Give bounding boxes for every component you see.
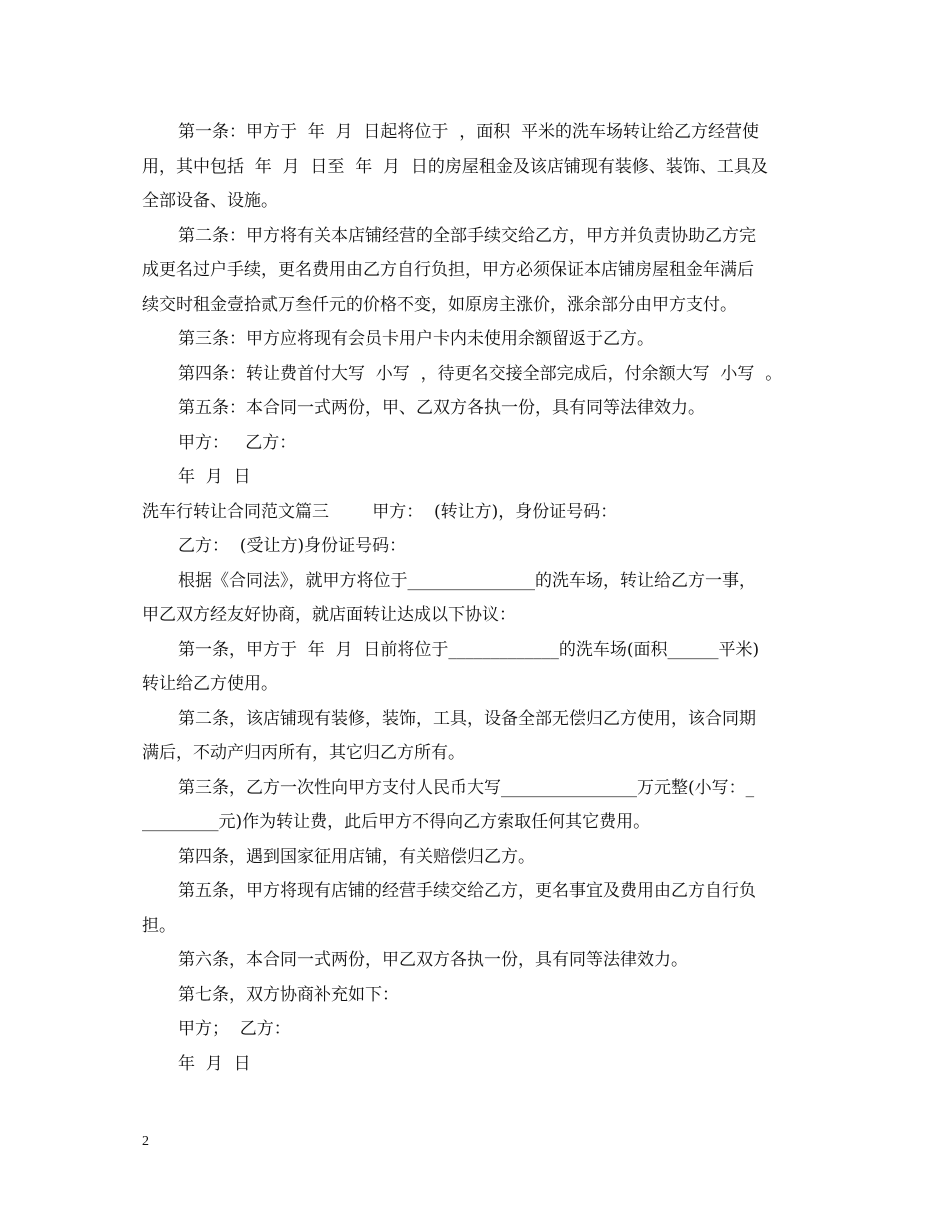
text-line: 第一条：甲方于 年 月 日起将位于 ，面积 平米的洗车场转让给乙方经营使 — [178, 122, 760, 142]
text-line: 第四条：转让费首付大写 小写 ，待更名交接全部完成后，付余额大写 小写 。 — [178, 363, 783, 384]
text-line: 乙方： (受让方)身份证号码： — [178, 536, 407, 556]
text-line: 满后，不动产归丙所有，其它归乙方所有。 — [142, 743, 465, 763]
page-number: 2 — [142, 1134, 149, 1149]
text-line: 第二条，该店铺现有装修，装饰，工具，设备全部无偿归乙方使用，该合同期 — [178, 708, 756, 729]
text-line: 年 月 日 — [178, 1053, 251, 1074]
text-line: 根据《合同法》，就甲方将位于_______________的洗车场，转让给乙方一事， — [178, 570, 756, 591]
text-line: 第五条，甲方将现有店铺的经营手续交给乙方，更名事宜及费用由乙方自行负 — [178, 881, 756, 901]
text-line: 第七条，双方协商补充如下： — [178, 984, 399, 1005]
text-line: 甲方； 乙方： — [178, 1019, 291, 1039]
text-line: 第六条，本合同一式两份，甲乙双方各执一份，具有同等法律效力。 — [178, 950, 688, 970]
text-line: 转让给乙方使用。 — [142, 674, 278, 694]
text-line: 甲乙双方经友好协商，就店面转让达成以下协议： — [142, 605, 516, 625]
text-line: 全部设备、设施。 — [142, 191, 278, 211]
document-body — [142, 115, 822, 1081]
text-line: 第一条，甲方于 年 月 日前将位于_____________的洗车场(面积______平米) — [178, 639, 760, 660]
text-line: 第三条，乙方一次性向甲方支付人民币大写________________万元整(小写：_ — [178, 777, 755, 798]
text-line: 第二条：甲方将有关本店铺经营的全部手续交给乙方，甲方并负责协助乙方完 — [178, 225, 756, 246]
text-line: _________元)作为转让费，此后甲方不得向乙方索取任何其它费用。 — [142, 812, 651, 832]
text-line: 洗车行转让合同范文篇三 甲方： (转让方)，身份证号码： — [142, 501, 618, 522]
text-line: 续交时租金壹拾贰万叁仟元的价格不变，如原房主涨价，涨余部分由甲方支付。 — [142, 294, 737, 315]
text-line: 担。 — [142, 915, 176, 936]
text-line: 第五条：本合同一式两份，甲、乙双方各执一份，具有同等法律效力。 — [178, 398, 705, 418]
text-line: 用，其中包括 年 月 日至 年 月 日的房屋租金及该店铺现有装修、装饰、工具及 — [142, 156, 768, 177]
text-line: 成更名过户手续，更名费用由乙方自行负担，甲方必须保证本店铺房屋租金年满后 — [142, 260, 754, 280]
text-line: 第四条，遇到国家征用店铺，有关赔偿归乙方。 — [178, 846, 535, 867]
text-line: 甲方： 乙方： — [178, 432, 297, 453]
text-line: 年 月 日 — [178, 467, 251, 487]
text-line: 第三条：甲方应将现有会员卡用户卡内未使用余额留返于乙方。 — [178, 329, 654, 349]
